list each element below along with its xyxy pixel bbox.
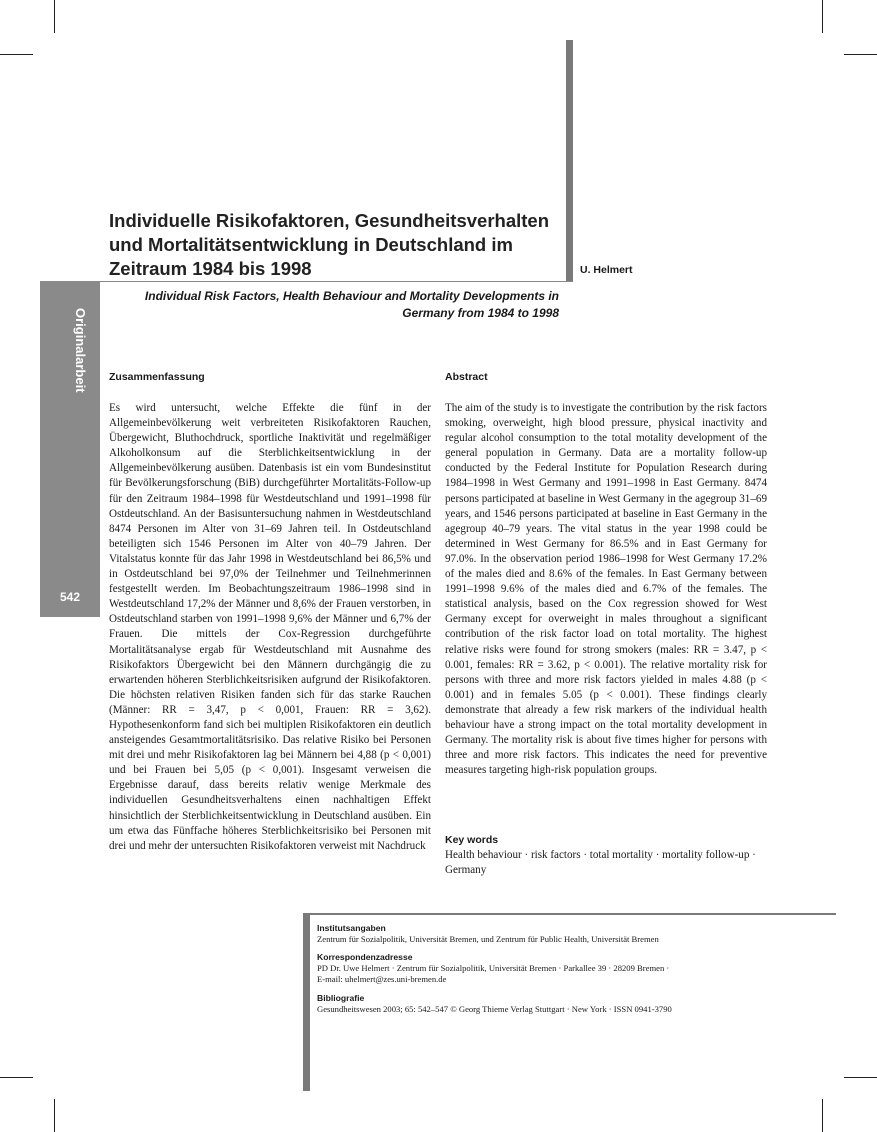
crop-mark <box>844 1077 877 1078</box>
page-number: 542 <box>59 590 81 604</box>
abstract-text: The aim of the study is to investigate the contribution by the risk factors smoking, overweight, high blood pressure, physical inactivity and regular alcohol consumption to the total motality development of the general population in Germany. Data are a mortality follow-up conducted by the Federal Institute for Population Research during 1984–1998 in West Germany and 1991–1998 in East Germany. 8474 persons participated at baseline in West Germany in the agegroup 31–69 years, and 1546 persons participated at baseline in East Germany in the agegroup 40–79 years. The vital status in the year 1998 could be determined in West Germany for 86.5% and in East Germany for 97.0%. In the observation period 1986–1998 for West Germany 17.2% of the males died and 8.6% of the females. In East Germany between 1991–1998 9.6% of the males died and 6.7% of the females. The statistical analysis, based on the Cox regression showed for West Germany except for overweight in males throughout a significant contribution of the risk factor load on total mortality. The highest relative risks were found for strong smokers (males: RR = 3.47, p < 0.001, females: RR = 3.62, p < 0.001). The relative mortality risk for persons with three and more risk factors yielded in males 4.88 (p < 0.001) and in females 5.05 (p < 0.001). These findings clearly demonstrate that already a few risk markers of the individual health behaviour have a strong impact on the total mortality development in Germany. The mortality risk is about five times higher for persons with three and more risk factors. This indicates the need for preventive measures targeting high-risk population groups. <box>445 402 767 777</box>
korrespondenz-email: E-mail: uhelmert@zes.uni-bremen.de <box>317 974 447 984</box>
crop-mark <box>822 0 823 33</box>
zusammenfassung-text: Es wird untersucht, welche Effekte die fünf in der Allgemeinbevölkerung weit verbreiteten Risikofaktoren Rauchen, Übergewicht, Bluthochdruck, sportliche Inaktivität und regelmäßiger Alkoholkonsum auf die Sterblichkeitsentwicklung in der Allgemeinbevölkerung ausüben. Datenbasis ist ein vom Bundesinstitut für Bevölkerungsforschung (BiB) durchgeführter Mortalitäts-Follow-up für den Zeitraum 1984–1998 für Westdeutschland und 1991–1998 für Ostdeutschland. An der Basisuntersuchung nahmen in Westdeutschland 8474 Personen im Alter von 31–69 Jahren teil. In Ostdeutschland beteiligten sich 1546 Personen im Alter von 40–79 Jahren. Der Vitalstatus konnte für das Jahr 1998 in Westdeutschland bei 86,5% und in Ostdeutschland bei 97,0% der Teilnehmer und Teilnehmerinnen festgestellt werden. Im Beobachtungszeitraum 1986–1998 sind in Westdeutschland 17,2% der Männer und 8,6% der Frauen verstorben, in Ostdeutschland starben von 1991–1998 9,6% der Männer und 6,7% der Frauen. Die mittels der Cox-Regression durchgeführte Mortalitätsanalyse ergab für Westdeutschland mit Ausnahme des Risikofaktors Übergewicht bei den Männern durchgängig die zu erwartenden höheren Sterblichkeitsrisiken aufgrund der Risikofaktoren. Die höchsten relativen Risiken fanden sich für das starke Rauchen (Männer: RR = 3,47, p < 0,001, Frauen: RR = 3,62). Hypothesenkonform fand sich bei multiplen Risikofaktoren ein deutlich ansteigendes Gesamtmortalitätsrisiko. Das relative Risiko bei Personen mit drei und mehr Risikofaktoren lag bei Männern bei 4,88 (p < 0,001) und bei Frauen bei 5,05 (p < 0,001). Insgesamt verweisen die Ergebnisse darauf, dass bereits relativ wenige Merkmale des individuellen Gesundheitsverhaltens einen nachhaltigen Effekt hinsichtlich der Sterblichkeitsentwicklung in Deutschland ausüben. Ein um etwa das Fünffache höheres Sterblichkeitsrisiko bei Personen mit drei und mehr der untersuchten Risikofaktoren verweist mit Nachdruck <box>109 402 431 852</box>
keywords-text: Health behaviour · risk factors · total mortality · mortality follow-up · Germany <box>445 849 756 877</box>
zusammenfassung-heading: Zusammenfassung <box>109 371 205 383</box>
bibliografie <box>317 993 827 1015</box>
article-title: Individuelle Risikofaktoren, Gesundheitsverhalten und Mortalitätsentwicklung in Deutschland im Zeitraum 1984 bis 1998 <box>109 210 549 279</box>
english-title: Individual Risk Factors, Health Behaviour and Mortality Developments in Germany from 1984 to 1998 <box>144 289 559 320</box>
crop-mark <box>54 1099 55 1132</box>
crop-mark <box>0 54 33 55</box>
abstract-heading: Abstract <box>445 371 488 383</box>
crop-mark <box>822 1099 823 1132</box>
korrespondenz-line1: PD Dr. Uwe Helmert · Zentrum für Sozialpolitik, Universität Bremen · Parkallee 39 · 28209 Bremen · <box>317 963 670 973</box>
institutsangaben <box>317 923 827 945</box>
header-accent-bar <box>566 40 573 282</box>
title-rule <box>40 281 573 282</box>
crop-mark <box>54 0 55 33</box>
bibliografie-text: Gesundheitswesen 2003; 65: 542–547 © Georg Thieme Verlag Stuttgart · New York · ISSN 0941-3790 <box>317 1004 672 1014</box>
section-label: Originalarbeit <box>73 307 88 393</box>
crop-mark <box>0 1077 33 1078</box>
crop-mark <box>844 54 877 55</box>
keywords-heading: Key words <box>445 834 499 846</box>
bibliografie-heading: Bibliografie <box>317 993 365 1003</box>
institutsangaben-heading: Institutsangaben <box>317 923 386 933</box>
korrespondenzadresse <box>317 952 827 985</box>
info-rule <box>303 913 836 915</box>
author: U. Helmert <box>580 264 633 276</box>
korrespondenz-heading: Korrespondenzadresse <box>317 952 413 962</box>
info-accent-bar <box>303 913 310 1091</box>
institutsangaben-text: Zentrum für Sozialpolitik, Universität Bremen, und Zentrum für Public Health, Universität Bremen <box>317 934 659 944</box>
